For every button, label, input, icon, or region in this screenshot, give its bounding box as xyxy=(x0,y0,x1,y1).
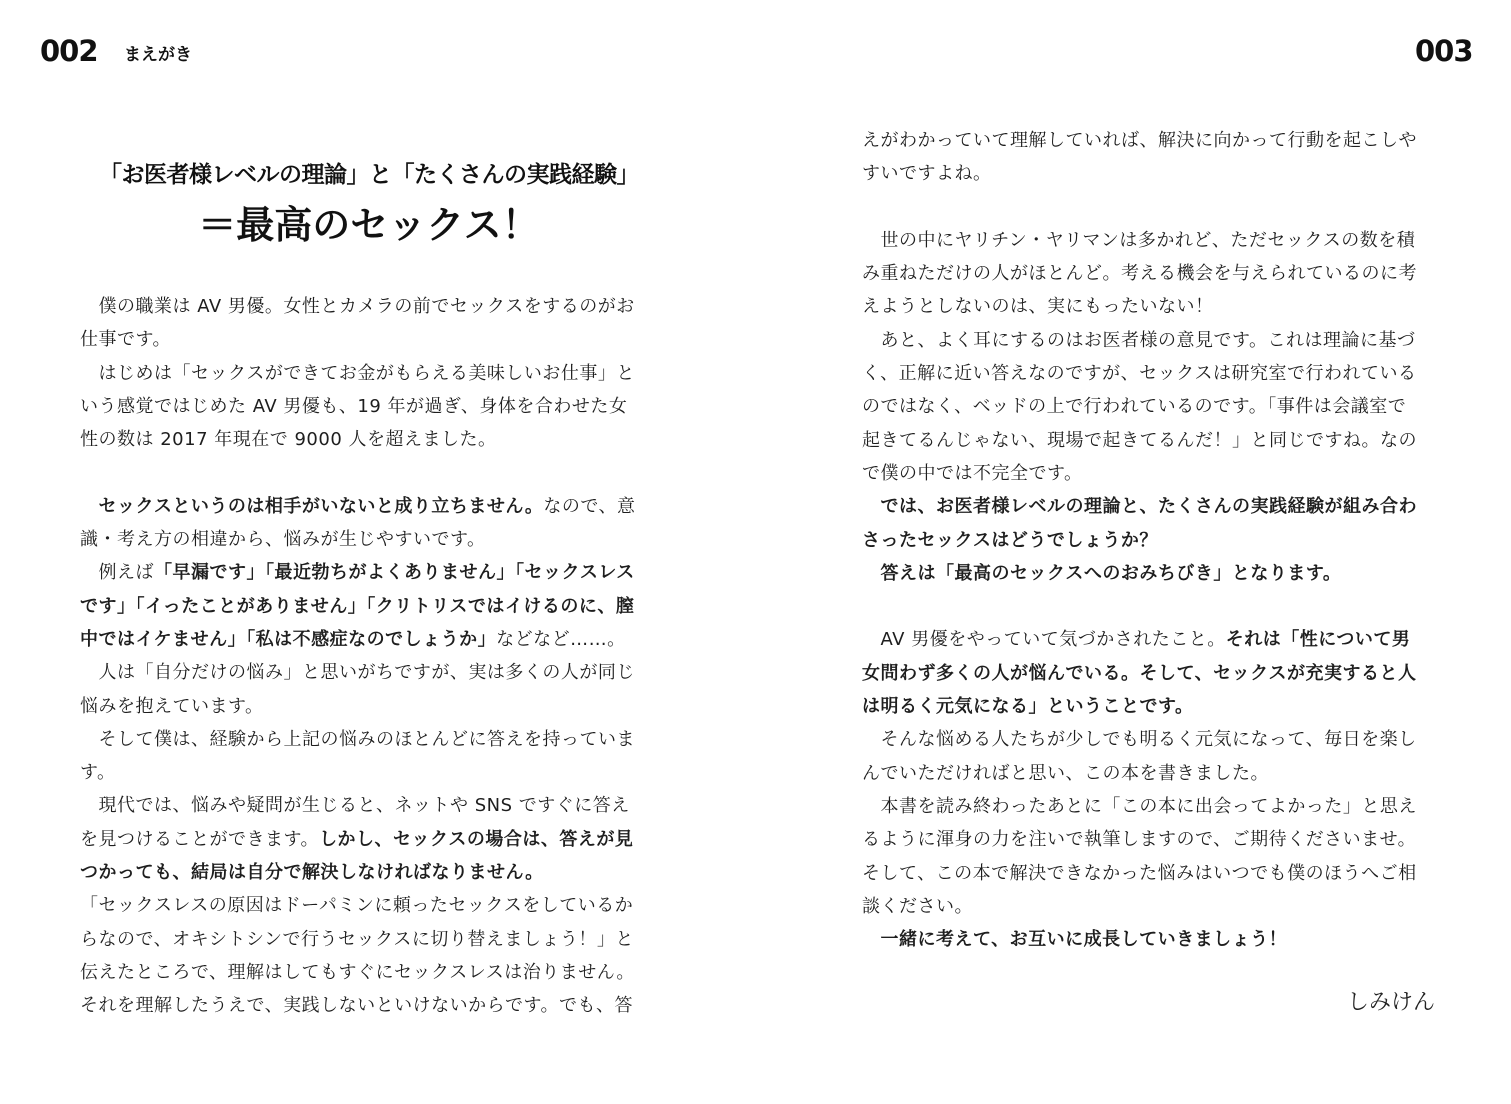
text-line: です」「イったことがありません」「クリトリスではイけるのに、膣 xyxy=(80,595,635,617)
text-span: 例えば xyxy=(80,562,154,584)
left-page-body xyxy=(80,290,660,1023)
text-line: そして僕は、経験から上記の悩みのほとんどに答えを持っていま xyxy=(80,728,635,750)
page-number-right: 003 xyxy=(1415,34,1473,68)
text-line: えがわかっていて理解していれば、解決に向かって行動を起こしや xyxy=(862,130,1417,151)
text-line: さったセックスはどうでしょうか？ xyxy=(862,529,1158,551)
text-line: 世の中にヤリチン・ヤリマンは多かれど、ただセックスの数を積 xyxy=(862,229,1416,251)
text-line: 談ください。 xyxy=(862,895,973,917)
text-line: 仕事です。 xyxy=(80,329,172,351)
text-line: あと、よく耳にするのはお医者様の意見です。これは理論に基づ xyxy=(862,329,1416,351)
paragraph-gap xyxy=(80,456,660,489)
chapter-heading-line1: 「お医者様レベルの理論」と「たくさんの実践経験」 xyxy=(99,162,639,188)
section-title: まえがき xyxy=(124,45,192,65)
page-number-left: 002 xyxy=(40,34,98,68)
bold-text: 「早漏です」「最近勃ちがよくありません」「セックスレス xyxy=(154,562,635,584)
bold-text: しかし、セックスの場合は、答えが見 xyxy=(319,828,634,850)
text-line: んでいただければと思い、この本を書きました。 xyxy=(862,762,1269,784)
paragraph-gap xyxy=(862,191,1442,224)
text-line: 人は「自分だけの悩み」と思いがちですが、実は多くの人が同じ xyxy=(80,662,635,684)
right-page-body xyxy=(862,124,1442,956)
text-line: のではなく、ベッドの上で行われているのです。「事件は会議室で xyxy=(862,396,1407,418)
text-line: 起きてるんじゃない、現場で起きてるんだ！」と同じですね。なの xyxy=(862,429,1417,451)
text-line: らなので、オキシトシンで行うセックスに切り替えましょう！」と xyxy=(80,928,634,950)
text-line: えようとしないのは、実にもったいない！ xyxy=(862,296,1214,318)
text-line: 識・考え方の相違から、悩みが生じやすいです。 xyxy=(80,529,486,551)
text-line xyxy=(80,823,660,856)
bold-text: それは「性について男 xyxy=(1225,629,1411,651)
bold-text: 中ではイケません」「私は不感症なのでしょうか」 xyxy=(80,628,497,650)
text-line xyxy=(80,490,660,523)
text-line: そして、この本で解決できなかった悩みはいつでも僕のほうへご相 xyxy=(862,862,1417,884)
text-line: では、お医者様レベルの理論と、たくさんの実践経験が組み合わ xyxy=(862,496,1417,518)
text-span: などなど……。 xyxy=(496,628,626,650)
author-signature: しみけん xyxy=(1346,990,1435,1015)
text-line: は明るく元気になる」ということです。 xyxy=(862,696,1194,718)
text-line: 「セックスレスの原因はドーパミンに頼ったセックスをしているか xyxy=(80,895,634,917)
text-span: AV 男優をやっていて気づかされたこと。 xyxy=(862,629,1226,651)
text-line: 本書を読み終わったあとに「この本に出会ってよかった」と思え xyxy=(862,795,1417,817)
text-line: く、正解に近い答えなのですが、セックスは研究室で行われている xyxy=(862,363,1417,385)
text-line xyxy=(80,556,660,589)
text-line: いう感覚ではじめた AV 男優も、19 年が過ぎ、身体を合わせた女 xyxy=(80,395,628,417)
text-line: で僕の中では不完全です。 xyxy=(862,462,1083,484)
text-line: 僕の職業は AV 男優。女性とカメラの前でセックスをするのがお xyxy=(80,296,635,317)
text-line: すいですよね。 xyxy=(862,163,992,185)
text-span: なので、意 xyxy=(543,495,636,517)
text-line: 答えは「最高のセックスへのおみちびき」となります。 xyxy=(862,562,1342,584)
text-line: す。 xyxy=(80,762,116,784)
text-line: 悩みを抱えています。 xyxy=(80,695,264,717)
text-line: はじめは「セックスができてお金がもらえる美味しいお仕事」と xyxy=(80,362,635,384)
text-line xyxy=(862,623,1442,656)
text-line: 女問わず多くの人が悩んでいる。そして、セックスが充実すると人 xyxy=(862,662,1417,684)
text-line: そんな悩める人たちが少しでも明るく元気になって、毎日を楽し xyxy=(862,729,1417,751)
text-line: み重ねただけの人がほとんど。考える機会を与えられているのに考 xyxy=(862,263,1417,285)
text-line: 現代では、悩みや疑問が生じると、ネットや SNS ですぐに答え xyxy=(80,795,630,817)
text-line xyxy=(80,623,660,656)
chapter-heading-line2: ＝最高のセックス！ xyxy=(198,203,540,247)
text-line: 伝えたところで、理解はしてもすぐにセックスレスは治りません。 xyxy=(80,961,635,983)
text-line: 性の数は 2017 年現在で 9000 人を超えました。 xyxy=(80,429,497,451)
text-line: るように渾身の力を注いで執筆しますので、ご期待くださいませ。 xyxy=(862,829,1417,851)
text-line: それを理解したうえで、実践しないといけないからです。でも、答 xyxy=(80,995,634,1017)
text-span: を見つけることができます。 xyxy=(80,828,320,850)
text-line: つかっても、結局は自分で解決しなければなりません。 xyxy=(80,862,544,884)
bold-text: セックスというのは相手がいないと成り立ちません。 xyxy=(80,495,544,517)
text-line: 一緒に考えて、お互いに成長していきましょう！ xyxy=(862,929,1288,951)
paragraph-gap xyxy=(862,590,1442,623)
